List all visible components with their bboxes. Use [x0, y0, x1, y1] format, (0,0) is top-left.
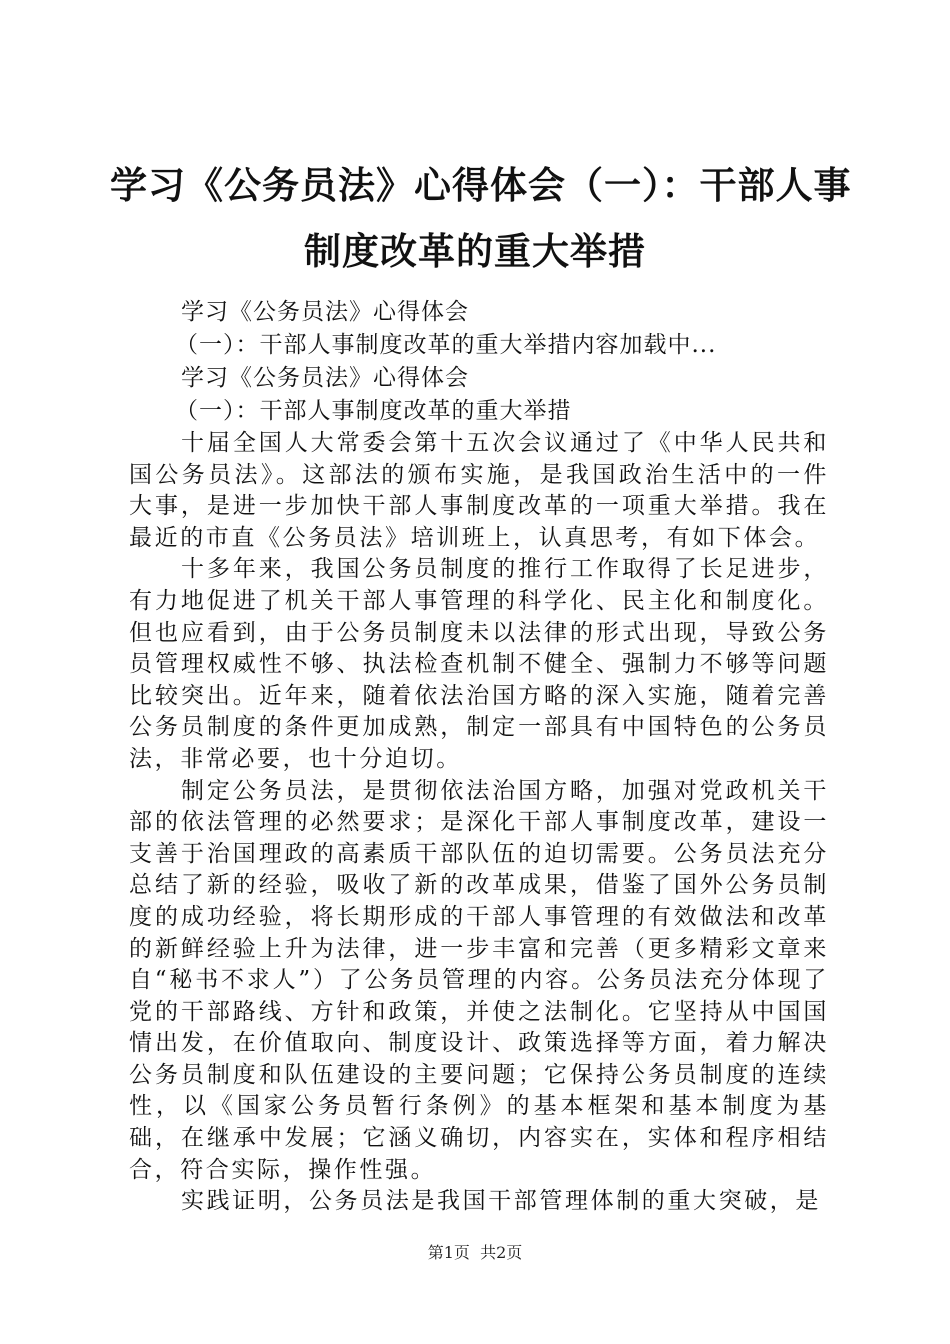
paragraph: 十多年来，我国公务员制度的推行工作取得了长足进步，有力地促进了机关干部人事管理的科学化、民主化和制度化。但也应看到，由于公务员制度未以法律的形式出现，导致公务员管理权威性不够、执法检查机制不健全、强制力不够等问题比较突出。近年来，随着依法治国方略的深入实施，随着完善公务员制度的条件更加成熟，制定一部具有中国特色的公务员法，非常必要，也十分迫切。 — [129, 556, 829, 772]
paragraph: 十届全国人大常委会第十五次会议通过了《中华人民共和国公务员法》。这部法的颁布实施，是我国政治生活中的一件大事，是进一步加快干部人事制度改革的一项重大举措。我在最近的市直《公务员法》培训班上，认真思考，有如下体会。 — [129, 430, 829, 551]
page-title — [110, 152, 852, 284]
page-number: 第1页 共2页 — [427, 1243, 523, 1262]
title-line-1: 学习《公务员法》心得体会（一）：干部人事 — [110, 163, 852, 207]
meta-line: 学习《公务员法》心得体会 — [181, 299, 469, 325]
meta-line: （一）：干部人事制度改革的重大举措内容加载中... — [175, 332, 717, 358]
title-line-2: 制度改革的重大举措 — [304, 229, 646, 273]
paragraph: 制定公务员法，是贯彻依法治国方略，加强对党政机关干部的依法管理的必然要求；是深化干部人事制度改革，建设一支善于治国理政的高素质干部队伍的迫切需要。公务员法充分总结了新的经验，吸收了新的改革成果，借鉴了国外公务员制度的成功经验，将长期形成的干部人事管理的有效做法和改革的新鲜经验上升为法律，进一步丰富和完善（更多精彩文章来自“秘书不求人”）了公务员管理的内容。公务员法充分体现了党的干部路线、方针和政策，并使之法制化。它坚持从中国国情出发，在价值取向、制度设计、政策选择等方面，着力解决公务员制度和队伍建设的主要问题；它保持公务员制度的连续性，以《国家公务员暂行条例》的基本框架和基本制度为基础，在继承中发展；它涵义确切，内容实在，实体和程序相结合，符合实际，操作性强。 — [129, 777, 829, 1183]
paragraph: 实践证明，公务员法是我国干部管理体制的重大突破，是 — [181, 1188, 821, 1215]
meta-line: 学习《公务员法》心得体会 — [181, 365, 469, 391]
meta-line: （一）：干部人事制度改革的重大举措 — [175, 398, 572, 424]
page-footer — [0, 1243, 950, 1263]
document-body — [129, 296, 829, 1218]
